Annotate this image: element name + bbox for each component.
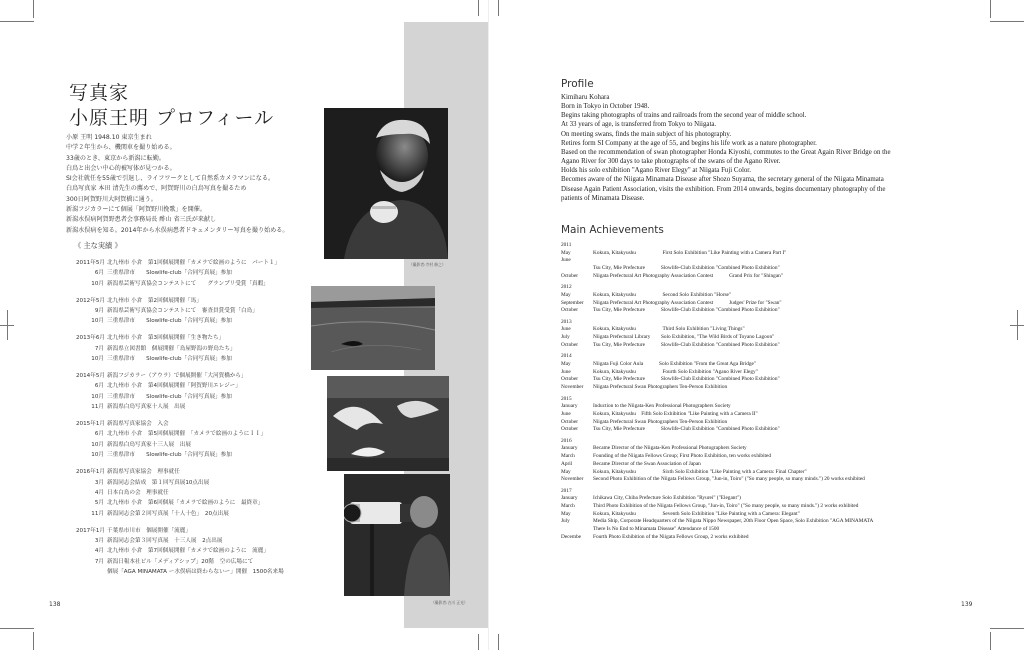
achievement-text: Third Photo Exhibition of the Niigata Fellows Group, "Jun-in, Toiro" ("So many people, so many minds.") 2 works exhibited: [593, 503, 859, 510]
achievement-text: 新潟フジカラー（アウラ）で個展開催「大河賀橋から」: [107, 373, 247, 380]
achievement-date: 6月: [94, 383, 104, 390]
crop-mark: [0, 21, 34, 22]
achievement-row: [561, 342, 981, 350]
japanese-achievements-list: [76, 258, 326, 584]
achievement-row: [76, 429, 326, 439]
achievement-text: 北九州市 小倉 第7回個展開催「カメラで絵画のように 流麗」: [107, 548, 269, 555]
achievement-text: 北九州市 小倉 第2回個展開催「馬」: [107, 297, 202, 304]
achievement-text: 新潟同志会結成 第１回写真展10点出展: [107, 479, 210, 486]
achievement-row: [561, 503, 981, 511]
profile-line: On meeting swans, finds the main subject of his photography.: [561, 130, 732, 138]
profile-line: Agano River for 300 days to take photographs of the swans of the Agano River.: [561, 158, 781, 166]
page-title-line-1: 写真家: [69, 82, 130, 104]
achievement-row: [561, 518, 981, 526]
achievement-month: May: [561, 249, 571, 256]
achievement-year-group: [76, 526, 326, 578]
achievement-row: [561, 326, 981, 334]
achievement-date: 2017年1月: [76, 527, 105, 534]
achievement-month: October: [561, 272, 579, 279]
achievement-text: Induction to the Niigata-Ken Professional Photographers Society: [593, 403, 731, 410]
achievement-row: [561, 469, 981, 477]
crop-mark: [990, 0, 991, 18]
achievement-text: 北九州市 小倉 第1回個展開催「カメラで絵画のように パート１」: [107, 260, 281, 266]
achievement-row: [561, 265, 981, 273]
crop-mark: [498, 634, 499, 650]
achievement-row: [76, 344, 326, 354]
achievement-row: [76, 306, 326, 316]
achievement-text: 三重県津市 Slowlife-club「合同写真展」参加: [107, 452, 232, 459]
swan-lake-photo: [311, 286, 435, 370]
achievement-text: Niigata Prefectural Swan Photographers Ten-Person Exhibition: [593, 418, 728, 425]
achievement-year-group: [76, 258, 326, 289]
bio-line: SI会社就任を55歳で引退し、ライフワークとして自然系カメラマンになる。: [66, 175, 275, 183]
achievement-date: 3月: [94, 479, 104, 486]
page-gutter: [488, 0, 489, 650]
achievement-year-group: [76, 467, 326, 519]
achievement-text: 三重県津市 Slowlife-club「合同写真展」参加: [107, 393, 232, 400]
page-title-line-2: 小原王明 プロフィール: [69, 107, 275, 129]
achievement-year-block: [561, 396, 981, 434]
achievement-year: 2015: [561, 395, 572, 402]
achievement-date: 2015年1月: [76, 421, 105, 428]
achievement-row: [561, 257, 981, 265]
achievement-text: [593, 257, 981, 265]
achievement-year-block: [561, 438, 981, 484]
achievement-month: June: [561, 257, 571, 264]
achievement-row: [76, 381, 326, 391]
achievement-text: 新潟県芸術写真協会コンテストにて 審査員賞受賞「白鳥」: [107, 308, 258, 315]
page-number-right: 139: [961, 601, 973, 608]
crop-mark: [478, 634, 479, 650]
achievement-year-block: [561, 488, 981, 542]
achievement-date: 4月: [94, 489, 104, 496]
achievement-month: January: [561, 403, 578, 410]
achievement-row: [76, 526, 326, 536]
achievement-date: 10月: [91, 356, 104, 363]
achievement-date: 9月: [94, 308, 104, 315]
achievement-text: 新潟県写真家協会 入会: [107, 421, 169, 428]
achievement-year-group: [76, 371, 326, 413]
achievement-text: 新潟県写真家協会 理事就任: [107, 469, 180, 476]
achievement-row: [561, 511, 981, 519]
achievement-text: Became Director of the Swan Association of Japan: [593, 460, 701, 467]
achievement-month: November: [561, 384, 584, 391]
achievement-row: [561, 419, 981, 427]
crop-mark: [498, 0, 499, 16]
achievement-year-group: [76, 333, 326, 364]
achievement-text: 日本白鳥の会 理事就任: [107, 489, 169, 496]
achievement-month: March: [561, 503, 575, 510]
achievement-text: 三重県津市 Slowlife-club「合同写真展」参加: [107, 318, 232, 325]
photo-caption: （撮影者:吉川 正光）: [431, 600, 468, 605]
achievement-year: 2016: [561, 437, 572, 444]
achievement-text: 千葉県市川市 個展開催「流麗」: [107, 527, 191, 534]
achievement-text: 三重県津市 Slowlife-club「合同写真展」参加: [107, 270, 232, 277]
achievement-month: October: [561, 341, 579, 348]
achievement-row: [76, 419, 326, 429]
achievement-row: [561, 461, 981, 469]
profile-line: Disease Again Patient Association, visits the exhibition. From 2014 onwards, begins documentary photography of the: [561, 185, 886, 193]
achievement-text: Kokura, Kitakyushu First Solo Exhibition "Like Painting with a Camera Part I": [593, 249, 787, 256]
achievement-row: [561, 361, 981, 369]
achievement-month: June: [561, 326, 571, 333]
achievement-row: [561, 526, 981, 534]
achievement-year-group: [76, 296, 326, 327]
achievement-month: [561, 526, 593, 534]
achievement-row: [561, 534, 981, 542]
achievement-year-block: [561, 242, 981, 280]
achievement-text: 北九州市 小倉 第4回個展開催「阿賀野川エレジー」: [107, 383, 241, 390]
profile-line: Based on the recommendation of swan photographer Honda Kiyoshi, commutes to the Great Again River Bridge on the: [561, 148, 891, 156]
achievement-text: 新潟県立図書館 個展開催「鳥屋野潟の野鳥たち」: [107, 345, 236, 352]
achievement-row: [561, 426, 981, 434]
achievement-row: [561, 369, 981, 377]
bio-line: 小原 王明 1948.10 東京生まれ: [66, 134, 152, 141]
achievement-text: 新潟同志会第２回写真展「十人十色」 20点出展: [107, 510, 229, 517]
achievement-text: There Is No End to Minamata Disease" Attendance of 1500: [593, 526, 720, 533]
achievement-row: [561, 411, 981, 419]
achievement-text: Media Ship, Corporate Headquarters of the Niigata Nippo Newspaper, 20th Floor Open Space, Solo Exhibition "AGA MINAMATA: [593, 518, 874, 525]
achievement-text: Tsu City, Mie Prefecture Slowlife-Club Exhibition "Combined Photo Exhibition": [593, 376, 780, 383]
achievement-text: 新潟日報本社ビル「メディアシップ」20階 空の広場にて: [107, 558, 254, 565]
achievement-date: 10月: [91, 393, 104, 400]
achievement-row: [76, 467, 326, 477]
profile-line: Begins taking photographs of trains and railroads from the second year of middle school.: [561, 112, 807, 120]
achievement-text: Kokura, Kitakyushu Second Solo Exhibition "Horse": [593, 291, 732, 298]
achievement-date: 10月: [91, 441, 104, 448]
achievement-row: [76, 440, 326, 450]
achievement-text: Ichikawa City, Chiba Prefecture Solo Exhibition "Ryurei" ("Elegant"): [593, 495, 741, 502]
achievement-row: [76, 392, 326, 402]
achievement-text: 新潟同志会第３回写真展 十三人展 2点出展: [107, 537, 223, 544]
main-achievements-heading: Main Achievements: [561, 224, 664, 236]
achievement-date: 10月: [91, 452, 104, 459]
english-profile: [561, 93, 971, 203]
portrait-photo: [324, 108, 448, 259]
achievement-text: Kokura, Kitakyushu Seventh Solo Exhibition "Like Painting with a Camera: Elegant": [593, 510, 800, 517]
bio-line: 中学２年生から、機関車を撮り始める。: [66, 144, 176, 152]
profile-heading: Profile: [561, 78, 594, 90]
achievement-date: 10月: [91, 280, 104, 287]
achievement-date: 5月: [94, 500, 104, 507]
swan-lake-image: [311, 286, 435, 370]
photo-caption: （撮影者:寺村 修之）: [409, 262, 446, 267]
achievement-row: [561, 273, 981, 281]
achievement-text: Niigata Prefectural Art Photography Association Contest Judges' Prize for "Swan": [593, 299, 782, 306]
achievement-text: Kokura, Kitakyushu Fourth Solo Exhibition "Agano River Elegy": [593, 368, 758, 375]
bio-line: 300日阿賀野川大阿賀橋に通う。: [66, 195, 157, 203]
achievement-row: [76, 567, 326, 577]
achievement-date: 7月: [94, 345, 104, 352]
swans-flight-photo: [327, 376, 449, 471]
swans-flight-image: [327, 376, 449, 471]
achievement-month: October: [561, 307, 579, 314]
achievement-row: [561, 250, 981, 258]
achievement-date: 10月: [91, 318, 104, 325]
achievement-row: [76, 296, 326, 306]
achievement-row: [76, 509, 326, 519]
achievement-date: 2013年6月: [76, 335, 105, 342]
achievement-month: April: [561, 460, 573, 467]
achievement-text: Kokura, Kitakyushu Fifth Solo Exhibition "Like Painting with a Camera II": [593, 410, 758, 417]
achievement-row: [76, 279, 326, 289]
achievement-text: 新潟県白鳥写真家十人展 出展: [107, 404, 186, 411]
achievement-date: 6月: [94, 270, 104, 277]
crop-mark: [990, 632, 991, 650]
achievement-row: [76, 450, 326, 460]
achievement-month: May: [561, 468, 571, 475]
achievement-row: [561, 292, 981, 300]
japanese-biography: [66, 133, 306, 236]
achievement-text: Kokura, Kitakyushu Third Solo Exhibition "Living Things": [593, 326, 745, 333]
achievement-text: Tsu City, Mie Prefecture Slowlife-Club Exhibition "Combined Photo Exhibition": [593, 426, 780, 433]
achievement-month: September: [561, 299, 584, 306]
crop-mark: [7, 310, 8, 340]
photographer-with-camera-photo: [344, 474, 450, 596]
photographer-image: [344, 474, 450, 596]
achievement-row: [561, 445, 981, 453]
achievement-row: [561, 300, 981, 308]
crop-mark: [990, 628, 1024, 629]
achievement-row: [76, 333, 326, 343]
achievement-month: May: [561, 510, 571, 517]
bio-line: 新潟フジカラーにて個展「阿賀野川挽歌」を開催。: [66, 206, 206, 214]
achievement-month: March: [561, 453, 575, 460]
achievement-row: [561, 384, 981, 392]
achievement-text: Kokura, Kitakyushu Sixth Solo Exhibition "Like Painting with a Camera: Final Chapter": [593, 468, 807, 475]
achievement-month: May: [561, 291, 571, 298]
achievement-row: [76, 258, 326, 268]
achievement-year: 2012: [561, 284, 572, 291]
achievement-text: 北九州市 小倉 第5回個展開催 「カメラで絵画のようにＩＩ」: [107, 431, 267, 438]
achievement-text: 新潟県白鳥写真家十三人展 出展: [107, 441, 191, 448]
crop-mark: [1017, 310, 1018, 340]
profile-line: Holds his solo exhibition "Agano River Elegy" at Niigata Fuji Color.: [561, 167, 751, 175]
achievement-row: [561, 403, 981, 411]
achievement-date: 7月: [94, 558, 104, 565]
achievement-month: [561, 265, 593, 273]
achievement-row: [561, 334, 981, 342]
achievement-month: November: [561, 476, 584, 483]
achievement-date: 3月: [94, 537, 104, 544]
achievement-text: Niigata Fuji Color Aula Solo Exhibition "From the Great Aga Bridge": [593, 361, 757, 368]
achievement-text: 個展「AGA MINAMATA ー水俣病は終わらないー」開催 1500名来場: [107, 569, 284, 576]
crop-mark: [0, 628, 34, 629]
achievement-month: June: [561, 368, 571, 375]
achievement-text: Niigata Prefectural Swan Photographers Ten-Person Exhibition: [593, 384, 728, 391]
achievement-text: Niigata Prefectural Art Photography Association Contest Grand Prix for "Shingan": [593, 272, 783, 279]
achievement-year-block: [561, 319, 981, 350]
achievement-row: [561, 376, 981, 384]
achievement-text: Became Director of the Niigata-Ken Professional Photographers Society: [593, 445, 747, 452]
achievement-text: Niigata Prefectural Library Solo Exhibition, "The Wild Birds of Toyano Lagoon": [593, 334, 775, 341]
achievement-row: [76, 478, 326, 488]
achievement-month: October: [561, 426, 579, 433]
achievement-row: [76, 546, 326, 556]
bio-line: 33歳のとき、東京から新潟に転勤。: [66, 154, 165, 162]
profile-line: Becomes aware of the Niigata Minamata Disease after Shozo Suyama, the secretary general of the Niigata Minamata: [561, 176, 884, 184]
achievement-month: July: [561, 518, 570, 525]
achievement-text: Founding of the Niigata Fellows Group; First Photo Exhibition, ten works exhibited: [593, 453, 772, 460]
achievement-row: [76, 268, 326, 278]
achievement-year: 2017: [561, 487, 572, 494]
achievement-date: 11月: [91, 404, 104, 411]
achievement-text: Tsu City, Mie Prefecture Slowlife-Club Exhibition "Combined Photo Exhibition": [593, 341, 780, 348]
achievement-row: [561, 307, 981, 315]
achievement-date: 6月: [94, 431, 104, 438]
achievement-row: [561, 453, 981, 461]
achievement-month: October: [561, 418, 579, 425]
achievement-month: January: [561, 495, 578, 502]
achievement-text: Fourth Photo Exhibition of the Niigata Fellows Group, 2 works exhibited: [593, 533, 749, 540]
profile-line: Kimiharu Kohara: [561, 94, 610, 101]
achievement-date: 2016年1月: [76, 469, 105, 476]
profile-line: Retires form SI Company at the age of 55, and begins his life work as a nature photographer.: [561, 139, 817, 147]
page-number-left: 138: [49, 601, 61, 608]
achievement-row: [76, 536, 326, 546]
achievement-month: July: [561, 334, 570, 341]
achievement-date: 2011年5月: [76, 260, 105, 266]
achievement-row: [76, 316, 326, 326]
achievement-text: 三重県津市 Slowlife-club「合同写真展」参加: [107, 356, 232, 363]
achievement-year: 2011: [561, 242, 572, 248]
achievement-date: 2014年5月: [76, 373, 105, 380]
achievement-month: January: [561, 445, 578, 452]
achievement-date: [76, 567, 107, 577]
achievement-year: 2013: [561, 318, 572, 325]
achievement-row: [76, 354, 326, 364]
achievement-row: [561, 495, 981, 503]
achievement-text: 北九州市 小倉 第3回個展開催「生き物たち」: [107, 335, 225, 342]
achievement-row: [76, 488, 326, 498]
crop-mark: [33, 0, 34, 18]
japanese-achievements-heading: 《 主な実績 》: [74, 241, 122, 250]
english-achievements-list: [561, 242, 981, 545]
achievement-date: 4月: [94, 548, 104, 555]
achievement-text: Tsu City, Mie Prefecture Slowlife-Club Exhibition "Combined Photo Exhibition": [593, 307, 780, 314]
crop-mark: [990, 21, 1024, 22]
portrait-photo-image: [324, 108, 448, 259]
achievement-month: Decembe: [561, 533, 581, 540]
profile-line: At 33 years of age, is transferred from Tokyo to Niigata.: [561, 121, 717, 129]
achievement-row: [561, 476, 981, 484]
achievement-month: May: [561, 361, 571, 368]
achievement-date: 2012年5月: [76, 297, 105, 304]
achievement-year: 2014: [561, 353, 572, 360]
achievement-month: October: [561, 376, 579, 383]
crop-mark: [478, 0, 479, 16]
achievement-text: 新潟県芸術写真協会コンテストにて グランプリ受賞「真暇」: [107, 280, 269, 287]
achievement-row: [76, 371, 326, 381]
profile-line: Born in Tokyo in October 1948.: [561, 103, 650, 111]
achievement-row: [76, 402, 326, 412]
achievement-row: [76, 557, 326, 567]
achievement-text: Second Photo Exhibition of the Niigata Fellows Group, "Jun-in, Toiro" ("So many people, so many minds.") 20 works exhibited: [593, 476, 865, 483]
achievement-year-group: [76, 419, 326, 461]
profile-line: patients of Minamata Disease.: [561, 194, 645, 202]
achievement-month: June: [561, 410, 571, 417]
achievement-text: 北九州市 小倉 第6回個展「カメラで絵画のように 最終章」: [107, 500, 264, 507]
achievement-date: 11月: [91, 510, 104, 517]
crop-mark: [33, 632, 34, 650]
achievement-year-block: [561, 284, 981, 315]
bio-line: 白鳥と出会い中心的被写体が見つかる。: [66, 164, 176, 172]
bio-line: 白鳥写真家 本田 清先生の薦めで、阿賀野川の白鳥写真を撮るため: [66, 185, 247, 193]
achievement-row: [76, 498, 326, 508]
bio-line: 新潟水俣病阿賀野患者会事務局長 酢山 省三氏が来献し: [66, 216, 217, 224]
bio-line: 新潟水俣病を知る。2014年から水俣病患者ドキュメンタリー写真を撮り始める。: [66, 226, 289, 234]
achievement-year-block: [561, 353, 981, 391]
achievement-text: Tsu City, Mie Prefecture Slowlife-Club Exhibition "Combined Photo Exhibition": [593, 265, 780, 272]
